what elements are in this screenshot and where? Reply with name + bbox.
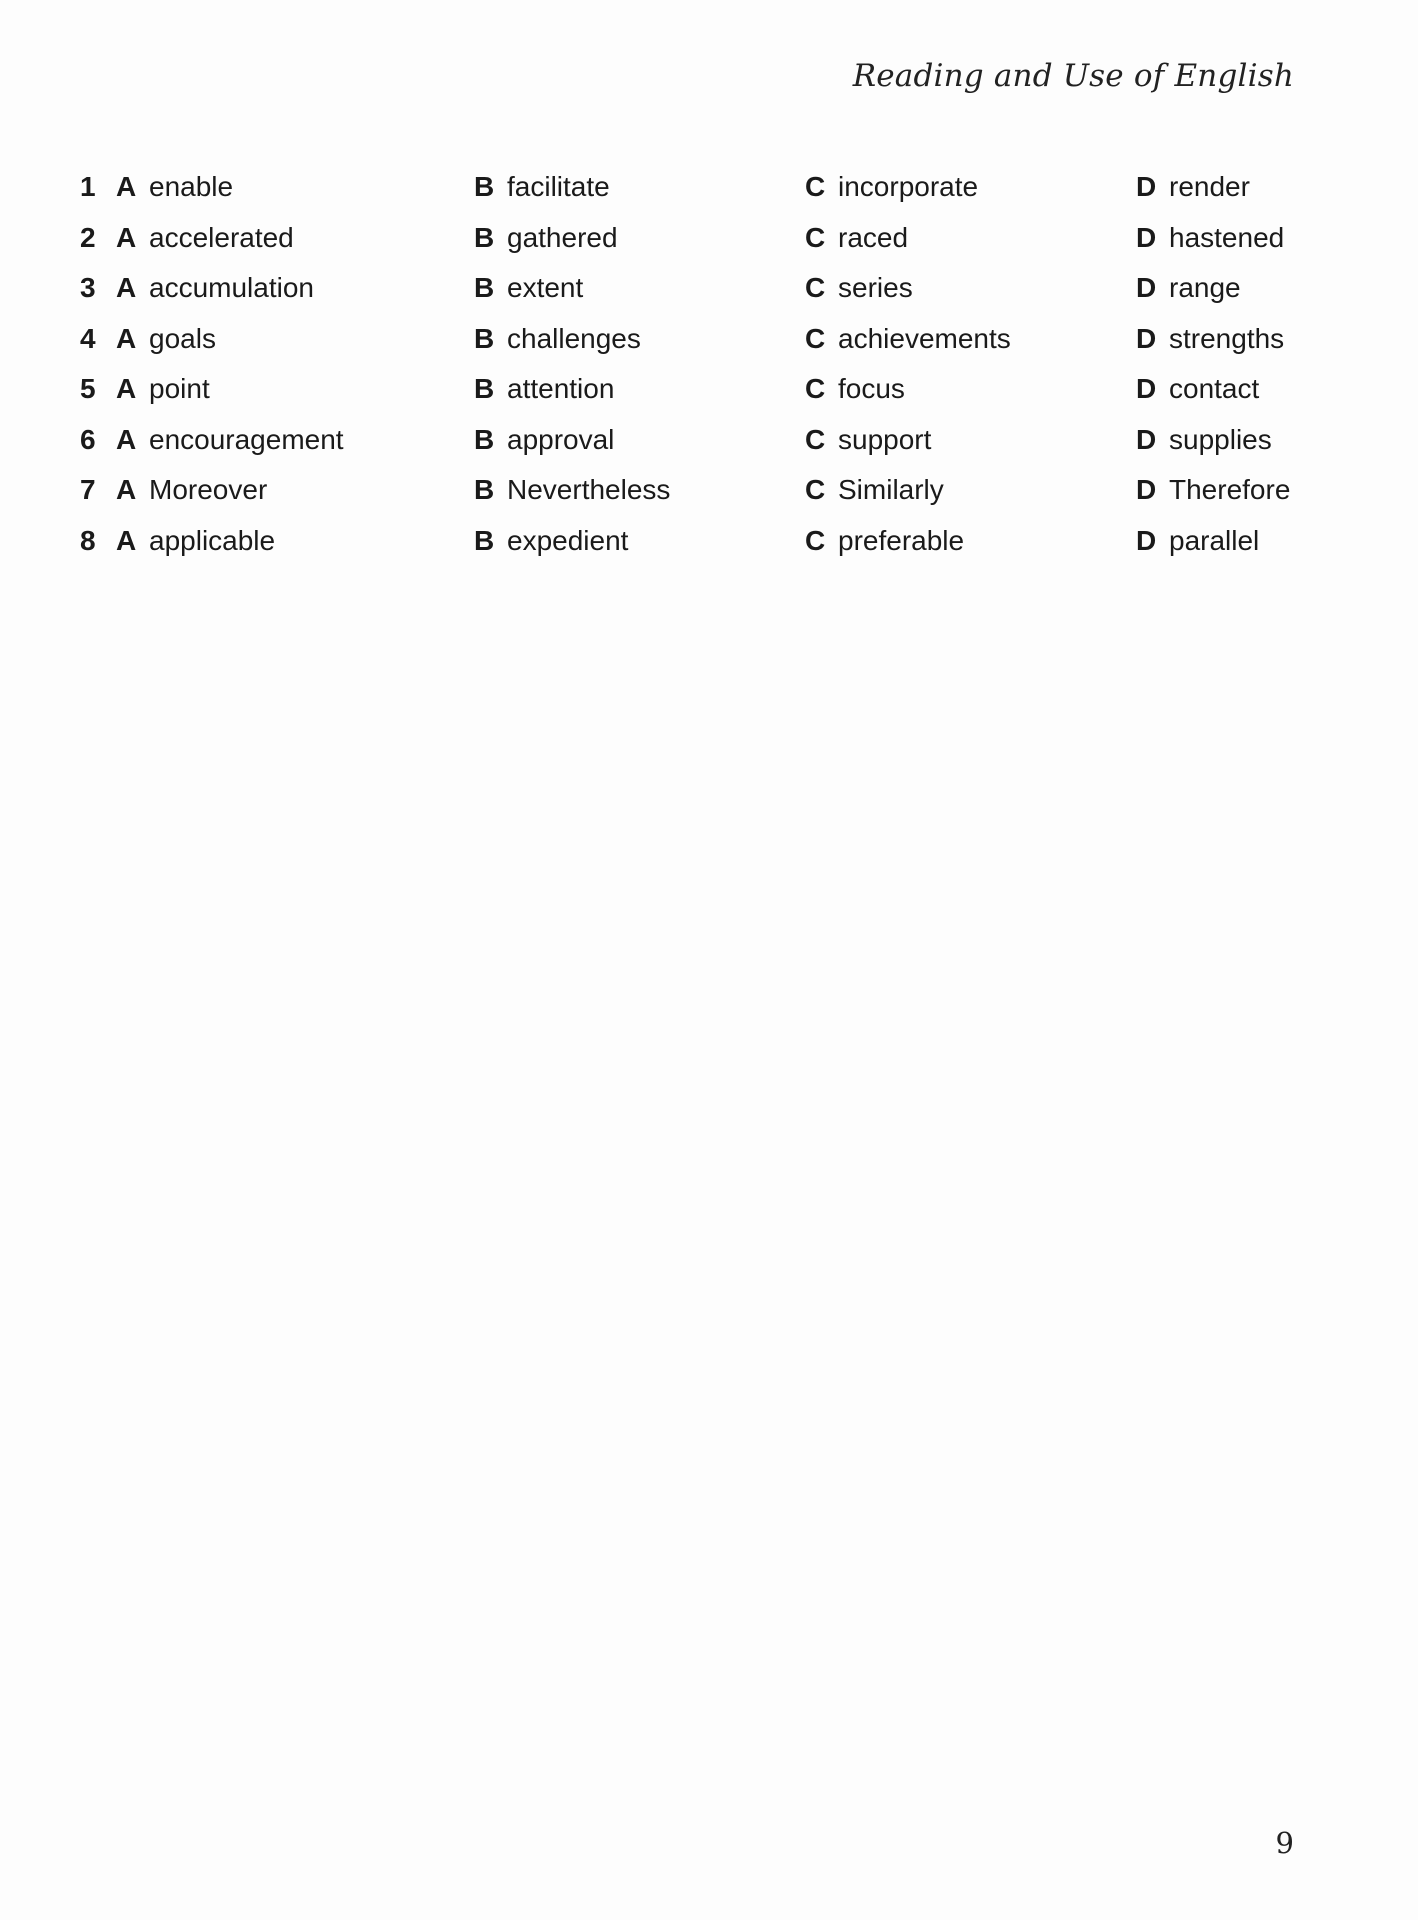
option-letter: B: [474, 373, 495, 404]
option-text: point: [149, 373, 210, 404]
option-text: contact: [1169, 373, 1260, 404]
option-text: focus: [838, 373, 905, 404]
option-letter: A: [116, 373, 137, 404]
option-letter: C: [805, 171, 826, 202]
option-text: hastened: [1169, 221, 1285, 253]
option-text: applicable: [149, 524, 276, 556]
option-text: series: [838, 272, 913, 303]
option-text: encouragement: [149, 423, 344, 455]
option-letter: A: [116, 272, 137, 303]
option-c: [805, 314, 1011, 364]
option-text: range: [1169, 272, 1241, 303]
option-letter: D: [1136, 221, 1157, 253]
option-text: enable: [149, 171, 234, 202]
option-text: goals: [149, 322, 216, 354]
option-text: Moreover: [149, 474, 268, 505]
option-d: [1136, 364, 1259, 414]
option-letter: A: [116, 221, 137, 253]
option-letter: B: [474, 524, 495, 556]
option-letter: A: [116, 423, 137, 455]
option-d: [1136, 465, 1290, 515]
option-d: [1136, 162, 1250, 212]
option-letter: C: [805, 221, 826, 253]
option-c: [805, 364, 905, 414]
option-letter: B: [474, 474, 495, 505]
option-text: extent: [507, 272, 584, 303]
option-text: achievements: [838, 322, 1011, 354]
option-text: approval: [507, 423, 615, 455]
option-a: [116, 263, 314, 313]
option-a: [116, 516, 275, 566]
option-text: Similarly: [838, 474, 944, 505]
question-row: [0, 263, 1418, 314]
option-text: support: [838, 423, 932, 455]
option-c: [805, 516, 964, 566]
option-text: expedient: [507, 524, 629, 556]
option-letter: A: [116, 474, 137, 505]
option-text: Nevertheless: [507, 474, 671, 505]
option-b: [474, 415, 614, 465]
question-row: [0, 364, 1418, 415]
option-letter: A: [116, 524, 137, 556]
option-text: challenges: [507, 322, 641, 354]
question-number: 7: [80, 474, 96, 505]
option-letter: D: [1136, 524, 1157, 556]
option-letter: D: [1136, 272, 1157, 303]
option-c: [805, 162, 978, 212]
option-c: [805, 213, 908, 263]
option-letter: B: [474, 423, 495, 455]
question-number: 8: [80, 524, 96, 556]
option-text: incorporate: [838, 171, 979, 202]
option-letter: C: [805, 373, 826, 404]
option-b: [474, 263, 583, 313]
option-b: [474, 314, 641, 364]
option-text: accumulation: [149, 272, 314, 303]
option-letter: C: [805, 272, 826, 303]
option-text: render: [1169, 171, 1250, 202]
question-number: 6: [80, 423, 96, 455]
option-letter: B: [474, 171, 495, 202]
option-text: parallel: [1169, 524, 1260, 556]
question-number: 3: [80, 272, 96, 303]
question-number: 4: [80, 322, 96, 354]
option-d: [1136, 415, 1272, 465]
option-b: [474, 213, 618, 263]
question-row: [0, 415, 1418, 466]
answer-options-list: [0, 162, 1418, 566]
option-letter: A: [116, 171, 137, 202]
option-text: gathered: [507, 221, 618, 253]
option-d: [1136, 516, 1259, 566]
question-number: 5: [80, 373, 96, 404]
option-a: [116, 465, 267, 515]
option-b: [474, 465, 670, 515]
option-text: Therefore: [1169, 474, 1291, 505]
option-c: [805, 263, 913, 313]
option-letter: D: [1136, 423, 1157, 455]
question-row: [0, 465, 1418, 516]
option-letter: D: [1136, 171, 1157, 202]
question-row: [0, 162, 1418, 213]
option-letter: B: [474, 322, 495, 354]
option-b: [474, 364, 614, 414]
option-letter: A: [116, 322, 137, 354]
option-text: accelerated: [149, 221, 294, 253]
page-number: 9: [1275, 1826, 1294, 1860]
option-text: raced: [838, 221, 909, 253]
question-row: [0, 314, 1418, 365]
option-c: [805, 465, 944, 515]
option-text: facilitate: [507, 171, 610, 202]
option-a: [116, 364, 210, 414]
option-text: preferable: [838, 524, 965, 556]
option-a: [116, 415, 344, 465]
option-letter: B: [474, 221, 495, 253]
running-title: Reading and Use of English: [852, 58, 1294, 94]
option-b: [474, 516, 628, 566]
option-c: [805, 415, 931, 465]
option-d: [1136, 263, 1241, 313]
option-letter: C: [805, 322, 826, 354]
option-text: supplies: [1169, 423, 1272, 455]
option-letter: D: [1136, 373, 1157, 404]
question-row: [0, 213, 1418, 264]
option-d: [1136, 213, 1284, 263]
option-a: [116, 162, 233, 212]
question-number: 1: [80, 171, 96, 202]
option-letter: C: [805, 474, 826, 505]
option-letter: C: [805, 524, 826, 556]
option-letter: D: [1136, 322, 1157, 354]
option-letter: C: [805, 423, 826, 455]
option-b: [474, 162, 610, 212]
option-letter: D: [1136, 474, 1157, 505]
option-a: [116, 314, 216, 364]
option-d: [1136, 314, 1284, 364]
question-row: [0, 516, 1418, 567]
option-a: [116, 213, 294, 263]
option-letter: B: [474, 272, 495, 303]
question-number: 2: [80, 221, 96, 253]
option-text: strengths: [1169, 322, 1285, 354]
option-text: attention: [507, 373, 615, 404]
